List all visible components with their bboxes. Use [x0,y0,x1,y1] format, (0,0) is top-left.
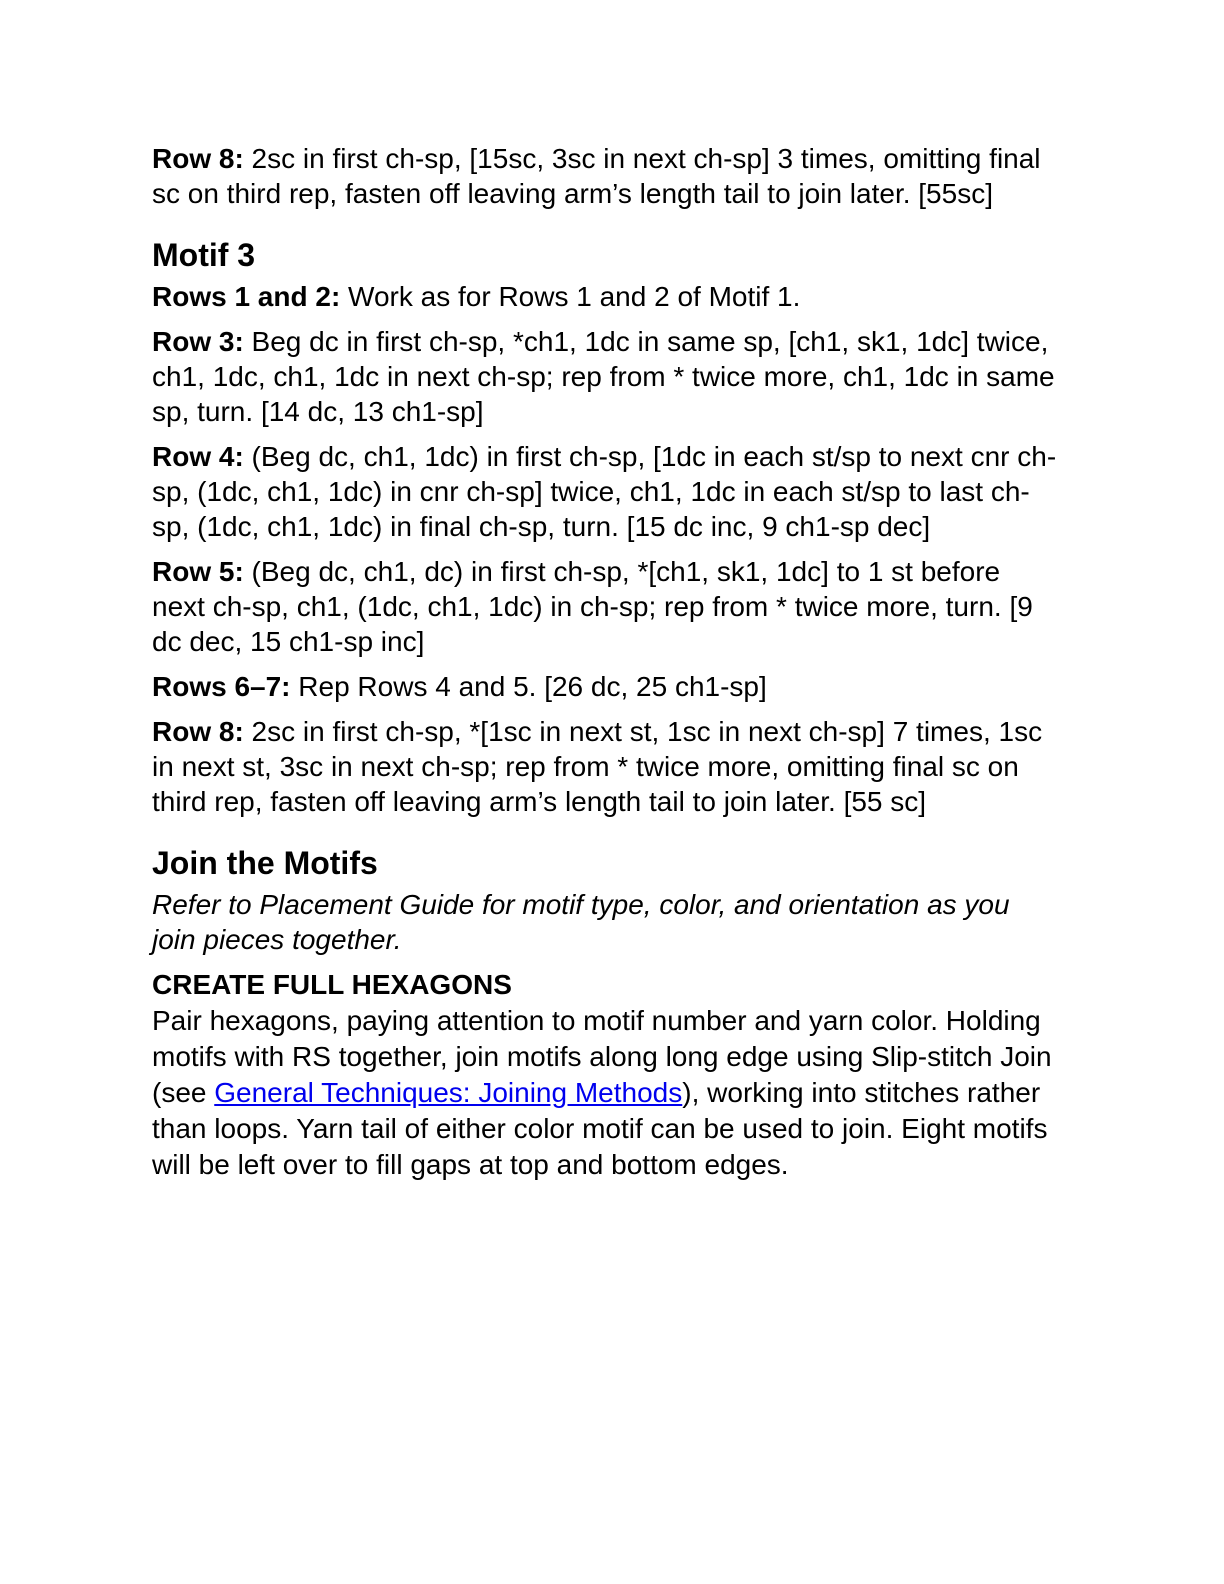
placement-guide-note: Refer to Placement Guide for motif type, color, and orientation as you join pieces together. [152,889,1010,955]
pattern-row-paragraph [152,554,1060,659]
pattern-row-paragraph [152,324,1060,429]
row-label: Rows 1 and 2: [152,281,341,312]
document-content [152,0,1060,1183]
pattern-row-paragraph [152,714,1060,819]
joining-methods-link[interactable]: General Techniques: Joining Methods [214,1077,683,1108]
pattern-row-paragraph [152,279,1060,314]
row-label: Row 3: [152,326,244,357]
row-instructions: 2sc in first ch-sp, *[1sc in next st, 1sc in next ch-sp] 7 times, 1sc in next st, 3sc in next ch-sp; rep from * twice more, omitting final sc on third rep, fasten off leaving arm’s length tail to join later. [55 sc] [152,716,1043,817]
row-label: Row 8: [152,716,244,747]
join-instructions-text-after-link: ), working into stitches rather than loops. Yarn tail of either color motif can be used to join. Eight motifs will be left over to fill gaps at top and bottom edges. [152,1077,1048,1180]
row-instructions: Beg dc in first ch-sp, *ch1, 1dc in same sp, [ch1, sk1, 1dc] twice, ch1, 1dc, ch1, 1dc in next ch-sp; rep from * twice more, ch1, 1dc in same sp, turn. [14 dc, 13 ch1-sp] [152,326,1055,427]
row-label: Row 8: [152,143,244,174]
motif-3-heading: Motif 3 [152,237,256,273]
row-instructions: 2sc in first ch-sp, [15sc, 3sc in next ch-sp] 3 times, omitting final sc on third rep, fasten off leaving arm’s length tail to join later. [55sc] [152,143,1041,209]
row-instructions: Work as for Rows 1 and 2 of Motif 1. [340,281,801,312]
row-instructions: (Beg dc, ch1, 1dc) in first ch-sp, [1dc in each st/sp to next cnr ch-sp, (1dc, ch1, 1dc) in cnr ch-sp] twice, ch1, 1dc in each st/sp to last ch-sp, (1dc, ch1, 1dc) in final ch-sp, turn. [15 dc inc, 9 ch1-sp dec] [152,441,1057,542]
create-full-hexagons-subheading: CREATE FULL HEXAGONS [152,969,512,1000]
join-instructions-paragraph [152,1003,1060,1183]
join-instructions-text-before-link: Pair hexagons, paying attention to motif number and yarn color. Holding motifs with RS together, join motifs along long edge using Slip-stitch Join (see [152,1005,1052,1108]
row-instructions: Rep Rows 4 and 5. [26 dc, 25 ch1-sp] [290,671,767,702]
row-label: Row 5: [152,556,244,587]
pattern-row-paragraph [152,141,1060,211]
row-label: Row 4: [152,441,244,472]
row-label: Rows 6–7: [152,671,291,702]
join-the-motifs-heading: Join the Motifs [152,845,378,881]
pattern-row-paragraph [152,439,1060,544]
pattern-row-paragraph [152,669,1060,704]
row-instructions: (Beg dc, ch1, dc) in first ch-sp, *[ch1, sk1, 1dc] to 1 st before next ch-sp, ch1, (1dc, ch1, 1dc) in ch-sp; rep from * twice more, turn. [9 dc dec, 15 ch1-sp inc] [152,556,1033,657]
